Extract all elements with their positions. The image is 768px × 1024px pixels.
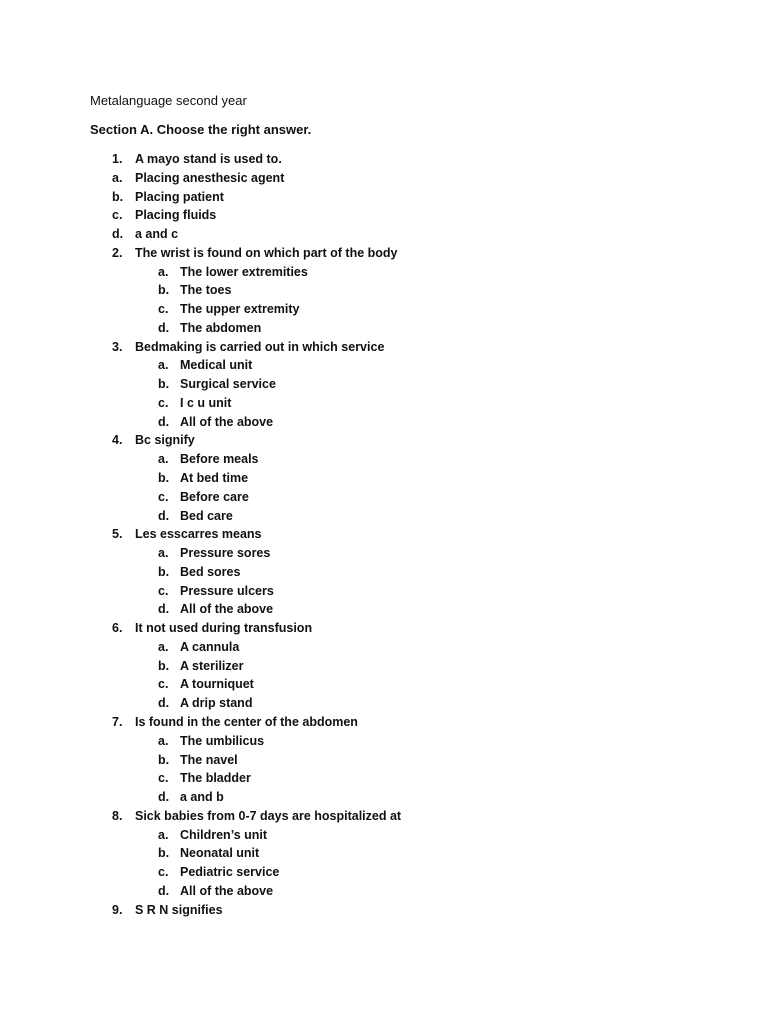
option-letter: d. xyxy=(158,883,170,898)
answer-option xyxy=(0,769,768,788)
option-letter: b. xyxy=(158,377,170,392)
option-letter: c. xyxy=(112,208,123,223)
answer-option xyxy=(0,657,768,676)
answer-option xyxy=(0,206,768,225)
option-text: All of the above xyxy=(180,414,274,429)
option-letter: c. xyxy=(158,302,169,317)
option-letter: c. xyxy=(158,583,169,598)
question-item xyxy=(0,338,768,357)
option-letter: b. xyxy=(158,658,170,673)
option-text: Bed sores xyxy=(180,564,241,579)
option-text: All of the above xyxy=(180,883,274,898)
option-letter: d. xyxy=(112,227,124,242)
answer-option xyxy=(0,882,768,901)
option-letter: c. xyxy=(158,489,169,504)
option-text: The abdomen xyxy=(180,320,262,335)
answer-option xyxy=(0,788,768,807)
answer-option xyxy=(0,582,768,601)
question-text: A mayo stand is used to. xyxy=(135,152,282,166)
question-text: It not used during transfusion xyxy=(135,621,313,636)
option-text: A sterilizer xyxy=(180,658,244,673)
option-letter: a. xyxy=(158,827,169,842)
question-number: 8. xyxy=(112,808,123,823)
option-letter: d. xyxy=(158,320,170,335)
option-text: Pressure sores xyxy=(180,546,271,561)
option-text: a and b xyxy=(180,790,224,805)
answer-option xyxy=(0,319,768,338)
answer-option xyxy=(0,563,768,582)
option-text: Placing anesthesic agent xyxy=(135,170,285,185)
question-text: The wrist is found on which part of the body xyxy=(135,245,398,260)
answer-option xyxy=(0,188,768,207)
option-letter: b. xyxy=(158,283,170,298)
option-letter: b. xyxy=(158,752,170,767)
option-text: Pediatric service xyxy=(180,865,280,880)
answer-option xyxy=(0,488,768,507)
question-text: Is found in the center of the abdomen xyxy=(135,714,358,729)
answer-option xyxy=(0,732,768,751)
answer-option xyxy=(0,863,768,882)
option-letter: d. xyxy=(158,696,170,711)
option-text: Neonatal unit xyxy=(180,846,260,861)
option-text: Placing fluids xyxy=(135,208,217,223)
answer-option xyxy=(0,375,768,394)
option-letter: c. xyxy=(158,865,169,880)
question-number: 1. xyxy=(112,152,123,166)
question-text: Les esscarres means xyxy=(135,527,262,542)
answer-option xyxy=(0,450,768,469)
question-number: 6. xyxy=(112,621,123,636)
question-item xyxy=(0,713,768,732)
option-letter: c. xyxy=(158,677,169,692)
option-letter: a. xyxy=(158,733,169,748)
option-text: Bed care xyxy=(180,508,233,523)
option-text: Placing patient xyxy=(135,189,224,204)
option-text: The upper extremity xyxy=(180,302,300,317)
option-text: The navel xyxy=(180,752,238,767)
question-item xyxy=(0,901,768,920)
answer-option xyxy=(0,507,768,526)
section-heading: Section A. Choose the right answer. xyxy=(90,122,312,137)
option-letter: d. xyxy=(158,790,170,805)
option-text: Before meals xyxy=(180,452,259,467)
option-letter: d. xyxy=(158,508,170,523)
answer-option xyxy=(0,675,768,694)
option-letter: a. xyxy=(112,170,123,185)
option-text: a and c xyxy=(135,227,179,242)
option-text: Pressure ulcers xyxy=(180,583,274,598)
answer-option xyxy=(0,600,768,619)
option-text: The lower extremities xyxy=(180,264,308,279)
option-text: Before care xyxy=(180,489,249,504)
answer-option xyxy=(0,263,768,282)
option-letter: d. xyxy=(158,414,170,429)
question-text: S R N signifies xyxy=(135,902,223,917)
option-text: At bed time xyxy=(180,471,249,486)
question-number: 3. xyxy=(112,339,123,354)
question-text: Bc signify xyxy=(135,433,195,448)
answer-option xyxy=(0,638,768,657)
answer-option xyxy=(0,300,768,319)
answer-option xyxy=(0,356,768,375)
option-text: All of the above xyxy=(180,602,274,617)
option-letter: b. xyxy=(158,471,170,486)
question-item xyxy=(0,525,768,544)
question-number: 4. xyxy=(112,433,123,448)
answer-option xyxy=(0,281,768,300)
question-text: Sick babies from 0-7 days are hospitalized at xyxy=(135,808,402,823)
question-item xyxy=(0,431,768,450)
option-letter: a. xyxy=(158,452,169,467)
option-letter: c. xyxy=(158,771,169,786)
option-text: A drip stand xyxy=(180,696,253,711)
option-letter: d. xyxy=(158,602,170,617)
option-letter: b. xyxy=(112,189,124,204)
option-text: Children’s unit xyxy=(180,827,268,842)
document-title: Metalanguage second year xyxy=(90,93,247,108)
question-item xyxy=(0,619,768,638)
answer-option xyxy=(0,169,768,188)
option-text: I c u unit xyxy=(180,395,232,410)
option-text: The toes xyxy=(180,283,232,298)
answer-option xyxy=(0,225,768,244)
question-item xyxy=(0,150,768,169)
option-letter: c. xyxy=(158,395,169,410)
option-text: Medical unit xyxy=(180,358,253,373)
answer-option xyxy=(0,844,768,863)
option-letter: b. xyxy=(158,564,170,579)
answer-option xyxy=(0,469,768,488)
option-text: A tourniquet xyxy=(180,677,254,692)
answer-option xyxy=(0,413,768,432)
question-item xyxy=(0,807,768,826)
question-number: 7. xyxy=(112,714,123,729)
option-text: The bladder xyxy=(180,771,251,786)
option-letter: b. xyxy=(158,846,170,861)
answer-option xyxy=(0,751,768,770)
question-number: 5. xyxy=(112,527,123,542)
option-letter: a. xyxy=(158,639,169,654)
answer-option xyxy=(0,394,768,413)
option-text: Surgical service xyxy=(180,377,276,392)
option-letter: a. xyxy=(158,264,169,279)
answer-option xyxy=(0,694,768,713)
option-letter: a. xyxy=(158,358,169,373)
option-letter: a. xyxy=(158,546,169,561)
answer-option xyxy=(0,544,768,563)
question-number: 9. xyxy=(112,902,123,917)
question-number: 2. xyxy=(112,245,123,260)
question-text: Bedmaking is carried out in which service xyxy=(135,339,385,354)
question-list xyxy=(0,150,768,919)
answer-option xyxy=(0,826,768,845)
option-text: A cannula xyxy=(180,639,240,654)
option-text: The umbilicus xyxy=(180,733,265,748)
question-item xyxy=(0,244,768,263)
